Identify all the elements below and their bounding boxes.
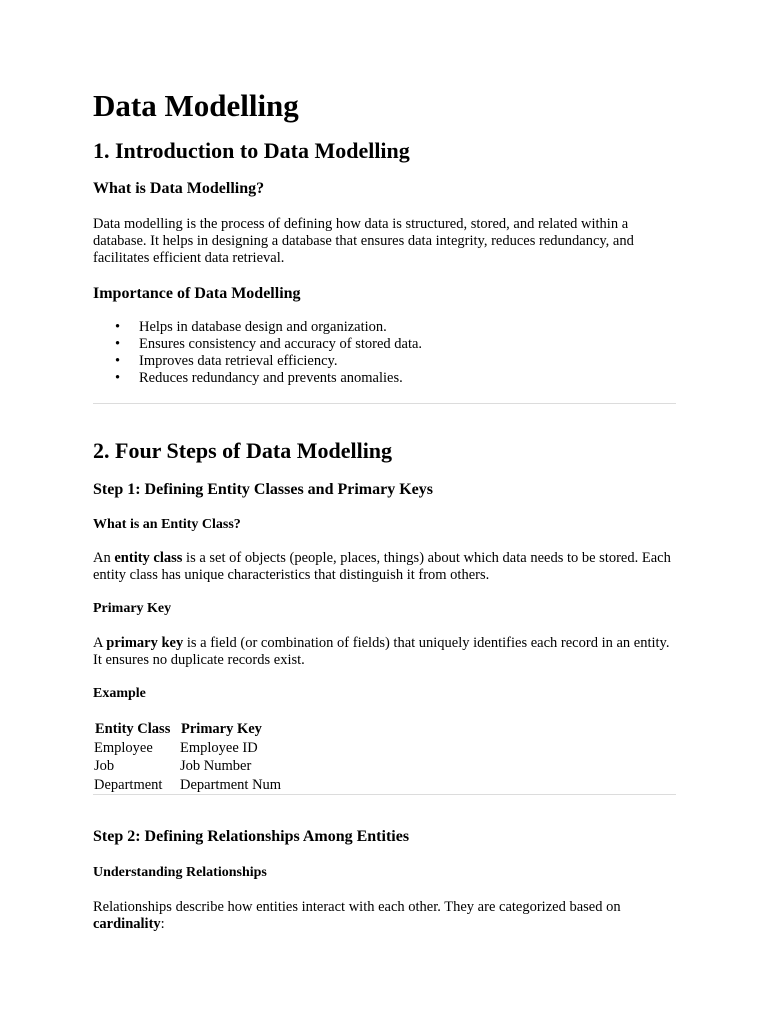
rel-text-pre: Relationships describe how entities interact with each other. They are categorized based on xyxy=(93,899,621,915)
rel-text-bold: cardinality xyxy=(93,916,161,932)
what-is-paragraph: Data modelling is the process of defining how data is structured, stored, and related within a database. It helps in designing a database that ensures data integrity, reduces redundancy, and facilitates efficient data retrieval. xyxy=(93,216,634,266)
document-title: Data Modelling xyxy=(93,88,299,123)
table-header-cell: Entity Class xyxy=(95,721,171,737)
pk-text-pre: A xyxy=(93,635,107,651)
table-cell: Employee xyxy=(94,739,153,756)
example-table xyxy=(93,720,281,794)
list-item: • Ensures consistency and accuracy of stored data. xyxy=(93,336,676,353)
section-2-heading: 2. Four Steps of Data Modelling xyxy=(93,438,393,463)
entity-text-pre: An xyxy=(93,550,115,566)
entity-class-paragraph xyxy=(93,550,676,584)
example-heading: Example xyxy=(93,686,146,701)
table-header-row xyxy=(93,720,281,739)
table-row xyxy=(93,739,281,758)
table-cell: Job Number xyxy=(180,758,252,774)
step-2-heading: Step 2: Defining Relationships Among Entities xyxy=(93,828,410,845)
pk-text-bold: primary key xyxy=(106,635,184,651)
pk-text-post: is a field (or combination of fields) that uniquely identifies each record in an entity. It ensures no duplicate records exist. xyxy=(93,635,670,668)
section-1-heading: 1. Introduction to Data Modelling xyxy=(93,138,410,163)
list-item: • Improves data retrieval efficiency. xyxy=(93,353,676,370)
step-1-heading: Step 1: Defining Entity Classes and Primary Keys xyxy=(93,481,433,498)
importance-list xyxy=(93,319,676,387)
what-is-heading: What is Data Modelling? xyxy=(93,180,265,197)
entity-text-bold: entity class xyxy=(114,550,183,566)
table-cell: Job xyxy=(94,758,115,774)
understanding-relationships-heading: Understanding Relationships xyxy=(93,865,267,880)
table-cell: Employee ID xyxy=(180,739,258,756)
entity-class-heading: What is an Entity Class? xyxy=(93,517,241,532)
table-header-cell: Primary Key xyxy=(181,721,262,737)
primary-key-heading: Primary Key xyxy=(93,601,172,616)
importance-heading: Importance of Data Modelling xyxy=(93,285,301,302)
primary-key-paragraph xyxy=(93,635,676,669)
entity-text-post: is a set of objects (people, places, things) about which data needs to be stored. Each entity class has unique characteristics that distinguish it from others. xyxy=(93,550,671,583)
rel-text-post: : xyxy=(160,916,165,932)
table-cell: Department xyxy=(94,776,163,793)
list-item: • Reduces redundancy and prevents anomalies. xyxy=(93,370,676,387)
list-item: • Helps in database design and organization. xyxy=(93,319,676,336)
relationships-paragraph xyxy=(93,899,653,933)
table-divider xyxy=(93,794,676,795)
table-row xyxy=(93,757,281,776)
table-row xyxy=(93,776,281,795)
section-divider xyxy=(93,403,676,404)
table-cell: Department Num xyxy=(180,776,282,793)
